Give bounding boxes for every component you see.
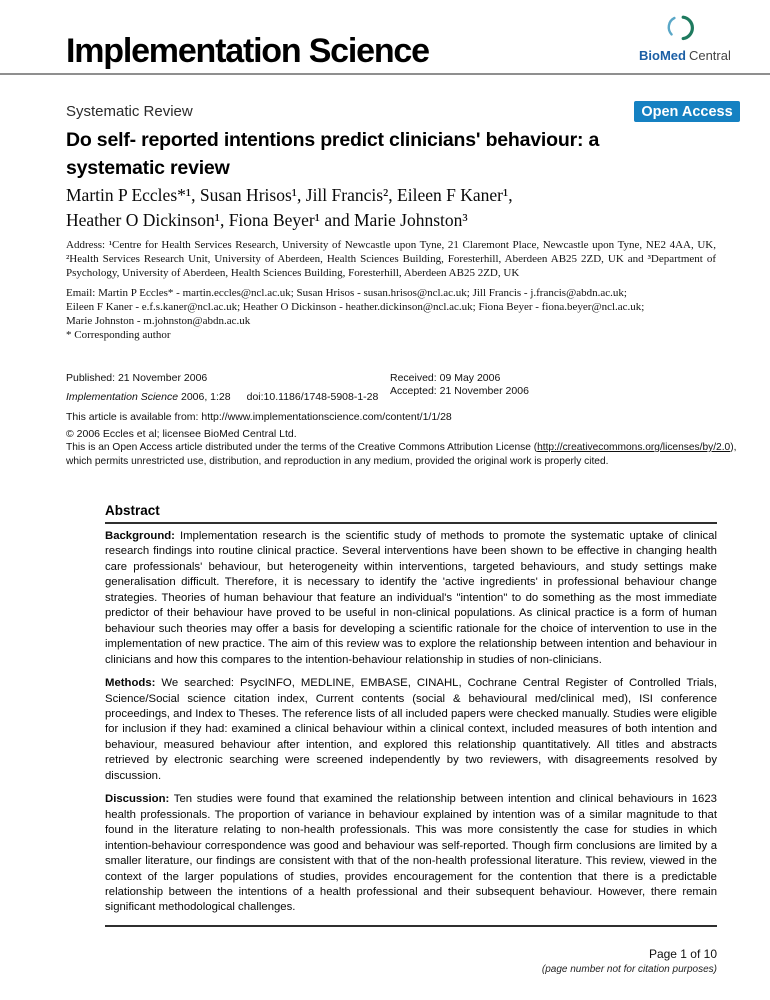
article-title-line2: systematic review (66, 156, 230, 179)
author-emails-block (66, 287, 726, 329)
article-type-label: Systematic Review (66, 103, 193, 120)
license-line1 (66, 442, 736, 453)
abstract-discussion-label: Discussion: (105, 793, 170, 806)
citation-volume: 2006, 1:28 (178, 391, 231, 403)
published-date: Published: 21 November 2006 (66, 372, 208, 384)
publisher-name (639, 48, 749, 63)
masthead-divider (0, 73, 770, 75)
abstract-methods-label: Methods: (105, 677, 156, 690)
availability-line: This article is available from: http://www.implementationscience.com/content/1/1/28 (66, 411, 452, 423)
abstract-heading: Abstract (105, 503, 160, 518)
abstract-methods-text: We searched: PsycINFO, MEDLINE, EMBASE, CINAHL, Cochrane Central Register of Controlled Trials, Science/Social science citation index, Current contents (social & behavioural med/clinical med), ISI conference proceedings, and Index to Theses. The reference lists of all included papers were checked manually. Studies were eligible for inclusion if they had: examined a clinical behaviour within a clinical context, included measures of both intention and behaviour, measured behaviour after intention, and explored this relationship quantitatively. All titles and abstracts retrieved by electronic searching were screened independently by two reviewers, with disagreements resolved by discussion. (105, 677, 717, 782)
publisher-name-regular: Central (688, 48, 731, 63)
biomed-central-logo-icon (664, 12, 696, 44)
author-list-line1: Martin P Eccles*¹, Susan Hrisos¹, Jill Francis², Eileen F Kaner¹, (66, 185, 513, 205)
citation-note: (page number not for citation purposes) (541, 964, 717, 975)
abstract-section (105, 503, 717, 927)
received-date: Received: 09 May 2006 (390, 372, 501, 384)
page-number: Page 1 of 10 (648, 947, 717, 961)
email-line: Email: Martin P Eccles* - martin.eccles@ncl.ac.uk; Susan Hrisos - susan.hrisos@ncl.ac.uk; Jill Francis - j.francis@abdn.ac.uk; (66, 287, 627, 299)
abstract-discussion-paragraph (105, 792, 717, 916)
abstract-background-label: Background: (105, 530, 175, 542)
affiliation-line: Psychology, University of Aberdeen, Health Sciences Building, Foresterhill, Aberdeen AB25 2ZD, UK (66, 266, 520, 279)
abstract-discussion-text: Ten studies were found that examined the relationship between intention and clinical behaviours in 1623 health professionals. The proportion of variance in behaviour explained by intention was of a similar magnitude to that found in the literature relating to non-health professionals. This was more consistently the case for studies in which intention-behaviour correspondence was good and behaviour was self-reported. Though firm conclusions are limited by a smaller literature, our findings are consistent with that of the non-health professional literature. This review, viewed in the context of the larger populations of studies, provides encouragement for the contention that there is a predictable relationship between the intentions of a health professional and their subsequent behaviour. However, there remain significant methodological challenges. (105, 793, 717, 914)
article-title (66, 127, 716, 182)
citation-journal: Implementation Science (66, 391, 179, 403)
abstract-top-rule (105, 522, 717, 524)
open-access-badge: Open Access (634, 101, 740, 122)
copyright-line: © 2006 Eccles et al; licensee BioMed Central Ltd. (66, 428, 297, 440)
citation-line (66, 391, 378, 403)
license-url-link[interactable]: http://creativecommons.org/licenses/by/2.0 (537, 442, 731, 453)
email-line: Eileen F Kaner - e.f.s.kaner@ncl.ac.uk; Heather O Dickinson - heather.dickinson@ncl.ac.uk; Fiona Beyer - fiona.beyer@ncl.ac.uk; (66, 300, 645, 313)
license-text-pre: This is an Open Access article distributed under the terms of the Creative Commons Attribution License ( (66, 442, 538, 453)
corresponding-author-note: * Corresponding author (66, 329, 171, 341)
affiliation-line: Address: ¹Centre for Health Services Research, University of Newcastle upon Tyne, 21 Claremont Place, Newcastle upon Tyne, NE2 4AA, UK, (66, 239, 716, 251)
abstract-methods-paragraph (105, 676, 717, 784)
accepted-date: Accepted: 21 November 2006 (390, 385, 529, 397)
license-line2: which permits unrestricted use, distribution, and reproduction in any medium, provided the original work is properly cited. (66, 456, 609, 467)
publisher-name-bold: BioMed (639, 48, 686, 63)
abstract-bottom-rule (105, 925, 717, 927)
abstract-background-text: Implementation research is the scientific study of methods to promote the systematic uptake of clinical research findings into routine clinical practice. Several interventions have been shown to be effective in changing health care professionals' behaviour, but heterogeneity within interventions, targeted behaviours, and study settings make generalisation difficult. Therefore, it is necessary to identify the 'active ingredients' in professional behaviour change strategies. Theories of human behaviour that feature an individual's "intention" to do something as the most immediate predictor of their behaviour have proved to be useful in non-clinical populations. As clinical practice is a form of human behaviour such theories may offer a basis for developing a scientific rationale for the choice of intervention to use in the implementation of new practice. The aim of this review was to explore the relationship between intention and behaviour in clinicians and how this compares to the intention-behaviour relationship in studies of non-clinicians. (105, 530, 717, 666)
article-title-line1: Do self- reported intentions predict clinicians' behaviour: a (66, 129, 600, 151)
page-footer (542, 947, 717, 975)
affiliation-line: ²Health Services Research Unit, University of Aberdeen, Health Sciences Building, Foresterhill, Aberdeen AB25 2ZD, UK and ³Department of (66, 252, 716, 265)
license-text-tail: ), (730, 442, 737, 453)
author-list (66, 183, 716, 232)
abstract-background-paragraph (105, 529, 717, 668)
journal-title: Implementation Science (66, 32, 429, 70)
affiliations-block (66, 239, 716, 281)
email-line: Marie Johnston - m.johnston@abdn.ac.uk (66, 314, 251, 327)
author-list-line2: Heather O Dickinson¹, Fiona Beyer¹ and Marie Johnston³ (66, 209, 468, 230)
doi: doi:10.1186/1748-5908-1-28 (246, 391, 379, 403)
